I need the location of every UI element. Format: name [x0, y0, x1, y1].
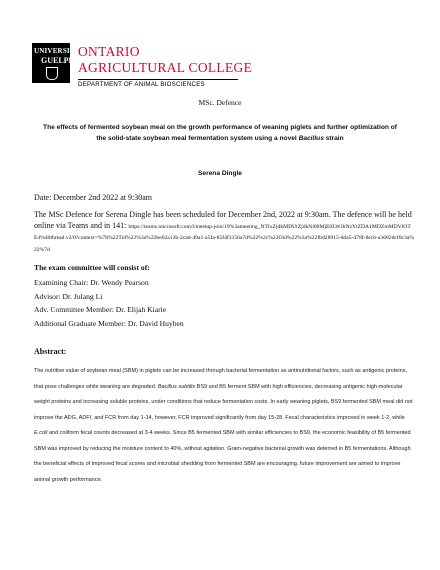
announcement-text: The MSc Defence for Serena Dingle has been scheduled for December 2nd, 2022 at 9:30am. The defence will be held online via Teams and in 141: — [34, 210, 412, 230]
thesis-title-italic: Bacillus — [298, 135, 324, 142]
abstract-italic-2: E.coli — [34, 430, 48, 436]
committee-heading: The exam committee will consist of: — [34, 263, 150, 272]
committee-member: Examining Chair: Dr. Wendy Pearson — [34, 278, 149, 287]
department-name: DEPARTMENT OF ANIMAL BIOSCIENCES — [78, 81, 205, 88]
crest-icon — [46, 67, 58, 80]
header-divider — [78, 79, 238, 80]
college-name-line1: ONTARIO — [78, 44, 140, 59]
thesis-title — [40, 122, 400, 144]
abstract-italic-1: Bacillus subtilis — [157, 383, 196, 390]
thesis-title-part2: strain — [323, 135, 344, 142]
author-name: Serena Dingle — [198, 170, 242, 177]
announcement — [34, 210, 414, 255]
committee-member: Adv. Committee Member: Dr. Elijah Kiarie — [34, 305, 167, 315]
abstract-text-2: BS9 and B5 ferment SBM with high efficiencies, decreasing antigenic high-molecular weight proteins and increasing soluble proteins, under conditions that reduce fermentation costs. In early weaning piglets, BS9 fermented SBM meal did not improve the ADG, ADFI, and FCR from day 1-14, however, FCR improved significantly from day 15-28. Fecal characteristics improved in week 1-2, while — [34, 383, 413, 421]
abstract-text-3: and coliform fecal counts decreased at 3-4 weeks. Since B5 fermented SBM with similar efficiencies to BS9, the economic feasibility of B5 fermented SBM was improved by reducing the moisture content to 40%, without agitation. Gram-negative bacterial growth was deterred in B5 fermentations. Although the beneficial effects of improved fecal scores and microbial shedding from fermented SBM are encouraging, future improvement are aimed to improve animal growth performance. — [34, 430, 411, 483]
abstract-heading: Abstract: — [34, 347, 67, 356]
university-of-guelph-logo — [32, 43, 80, 83]
committee-section — [34, 263, 184, 330]
college-name — [78, 44, 252, 76]
committee-member: Advisor: Dr. Julang Li — [34, 291, 103, 301]
committee-member: Additional Graduate Member: Dr. David Huyben — [34, 318, 184, 328]
defence-date: Date: December 2nd 2022 at 9:30am — [34, 193, 152, 202]
abstract-body — [34, 364, 416, 488]
abstract-text-1: The nutritive value of soybean meal (SBM) in piglets can be increased through bacterial fermentation as antinutritional factors, such as antigenic proteins, that pose challenges while weaning are degraded. — [34, 368, 407, 390]
defence-label: MSc. Defence — [198, 98, 242, 107]
college-name-line2: AGRICULTURAL COLLEGE — [78, 60, 253, 75]
teams-meeting-link[interactable]: https://teams.microsoft.com/l/meetup-join/19%3ameeting_NTIxZjdkMDUtZjdkNi00MjE0LWJhNzYtZDA1MDZmMDVlOTE4%40thread.v2/0?context=%7b%22Tid%22%3a%22be62a12b-2cad-49a1-a5fa-85f4f3156a7d%22%2c%22Oid%22%3a%22fbd28915-dda5-478f-8ecb-a3682dcf0c3a%22%7d — [34, 223, 414, 253]
thesis-title-part1: The effects of fermented soybean meal on the growth performance of weaning piglets and further optimization of the solid-state soybean meal fermentation system using a novel — [43, 124, 397, 142]
logo-text-university: UNIVERSITY — [34, 47, 80, 55]
logo-text-guelph: GUELPH — [41, 56, 75, 65]
